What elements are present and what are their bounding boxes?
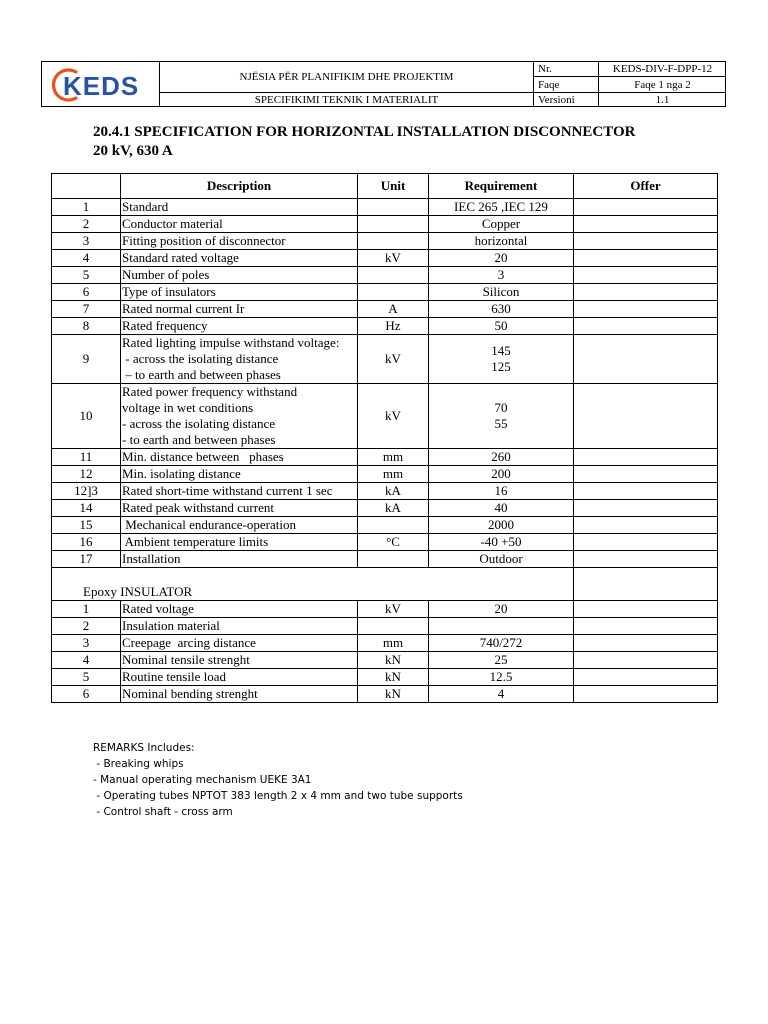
row-offer (574, 618, 718, 635)
row-offer (574, 216, 718, 233)
row-unit: kV (358, 384, 429, 449)
description-line: - to earth and between phases (122, 432, 276, 447)
version-label: Versioni (538, 94, 575, 106)
row-unit: kV (358, 250, 429, 267)
row-description (121, 267, 358, 284)
row-unit: kN (358, 686, 429, 703)
row-description (121, 551, 358, 568)
row-requirement (429, 635, 574, 652)
remarks-block (93, 740, 463, 820)
row-requirement (429, 284, 574, 301)
row-offer (574, 267, 718, 284)
column-header-unit: Unit (358, 174, 429, 199)
column-header-offer: Offer (574, 174, 718, 199)
row-requirement (429, 301, 574, 318)
description-line: Rated power frequency withstand (122, 384, 298, 399)
row-offer (574, 500, 718, 517)
requirement-line: Outdoor (479, 551, 523, 566)
row-offer (574, 384, 718, 449)
table-row (52, 534, 718, 551)
row-unit (358, 199, 429, 216)
row-requirement (429, 318, 574, 335)
row-number: 3 (52, 635, 121, 652)
row-requirement (429, 267, 574, 284)
row-requirement (429, 466, 574, 483)
row-offer (574, 233, 718, 250)
row-unit: kV (358, 335, 429, 384)
table-row (52, 199, 718, 216)
table-row (52, 652, 718, 669)
row-unit: A (358, 301, 429, 318)
table-row (52, 635, 718, 652)
requirement-line: 20 (494, 601, 508, 616)
section-header-row (52, 568, 718, 601)
table-row (52, 466, 718, 483)
remarks-item: - Breaking whips (93, 758, 184, 770)
row-offer (574, 449, 718, 466)
row-unit: kA (358, 483, 429, 500)
row-offer (574, 534, 718, 551)
row-requirement (429, 669, 574, 686)
requirement-line: 740/272 (479, 635, 523, 650)
row-unit (358, 517, 429, 534)
row-unit: Hz (358, 318, 429, 335)
table-row (52, 551, 718, 568)
row-description (121, 335, 358, 384)
row-requirement (429, 652, 574, 669)
row-requirement (429, 216, 574, 233)
requirement-line: horizontal (474, 233, 528, 248)
row-offer (574, 284, 718, 301)
row-unit (358, 267, 429, 284)
row-number: 17 (52, 551, 121, 568)
row-offer (574, 652, 718, 669)
description-line: Nominal tensile strenght (122, 652, 250, 667)
requirement-line: 25 (494, 652, 508, 667)
row-requirement (429, 618, 574, 635)
table-row (52, 384, 718, 449)
description-line: – to earth and between phases (122, 367, 281, 382)
row-description (121, 384, 358, 449)
row-description (121, 284, 358, 301)
row-unit (358, 618, 429, 635)
table-row (52, 686, 718, 703)
row-description (121, 199, 358, 216)
row-number: 15 (52, 517, 121, 534)
page-title (93, 123, 635, 161)
row-number: 4 (52, 652, 121, 669)
row-offer (574, 483, 718, 500)
section-offer-cell (574, 568, 718, 601)
table-row (52, 669, 718, 686)
row-description (121, 301, 358, 318)
row-offer (574, 517, 718, 534)
row-unit: kV (358, 601, 429, 618)
row-requirement (429, 250, 574, 267)
row-number: 14 (52, 500, 121, 517)
page-label: Faqe (538, 78, 560, 91)
row-unit: kN (358, 652, 429, 669)
requirement-line: 125 (491, 359, 511, 374)
row-description (121, 652, 358, 669)
requirement-line: 145 (491, 343, 511, 358)
table-row (52, 301, 718, 318)
document-header (41, 61, 726, 107)
row-unit: mm (358, 449, 429, 466)
row-offer (574, 601, 718, 618)
row-unit (358, 233, 429, 250)
row-number: 3 (52, 233, 121, 250)
description-line: Rated lighting impulse withstand voltage: (122, 335, 340, 350)
row-description (121, 618, 358, 635)
row-offer (574, 686, 718, 703)
description-line: Fitting position of disconnector (122, 233, 286, 248)
row-description (121, 601, 358, 618)
row-number: 10 (52, 384, 121, 449)
doc-type: SPECIFIKIMI TEKNIK I MATERIALIT (254, 94, 439, 106)
requirement-line: 2000 (488, 517, 514, 532)
remarks-item: - Manual operating mechanism UEKE 3A1 (93, 774, 312, 786)
row-number: 5 (52, 669, 121, 686)
row-requirement (429, 233, 574, 250)
section-label: Epoxy INSULATOR (52, 568, 574, 601)
table-row (52, 250, 718, 267)
row-unit: kN (358, 669, 429, 686)
row-unit: kA (358, 500, 429, 517)
requirement-line: 16 (494, 483, 508, 498)
row-number: 2 (52, 216, 121, 233)
row-requirement (429, 686, 574, 703)
row-offer (574, 466, 718, 483)
table-row (52, 500, 718, 517)
row-number: 4 (52, 250, 121, 267)
row-requirement (429, 534, 574, 551)
row-description (121, 483, 358, 500)
remarks-item: - Operating tubes NPTOT 383 length 2 x 4 mm and two tube supports (93, 790, 463, 802)
description-line: - across the isolating distance (122, 416, 276, 431)
description-line: voltage in wet conditions (122, 400, 254, 415)
row-description (121, 686, 358, 703)
requirement-line: Copper (481, 216, 521, 231)
description-line: Min. isolating distance (122, 466, 241, 481)
table-row (52, 284, 718, 301)
row-offer (574, 635, 718, 652)
org-unit: NJËSIA PËR PLANIFIKIM DHE PROJEKTIM (239, 71, 454, 83)
requirement-line: 4 (497, 686, 505, 701)
description-line: Ambient temperature limits (122, 534, 269, 549)
table-row (52, 601, 718, 618)
remarks-item: - Control shaft - cross arm (93, 806, 233, 818)
row-description (121, 517, 358, 534)
description-line: Standard (122, 199, 169, 214)
row-description (121, 466, 358, 483)
row-description (121, 500, 358, 517)
row-offer (574, 199, 718, 216)
description-line: - across the isolating distance (122, 351, 279, 366)
description-line: Nominal bending strenght (122, 686, 258, 701)
requirement-line: IEC 265 ,IEC 129 (454, 199, 548, 214)
requirement-line: 12.5 (489, 669, 513, 684)
description-line: Installation (122, 551, 181, 566)
row-description (121, 534, 358, 551)
table-row (52, 618, 718, 635)
description-line: Type of insulators (122, 284, 216, 299)
requirement-line: 260 (491, 449, 511, 464)
table-row (52, 449, 718, 466)
row-description (121, 233, 358, 250)
row-number: 6 (52, 284, 121, 301)
description-line: Rated peak withstand current (122, 500, 274, 515)
row-number: 12]3 (52, 483, 121, 500)
row-offer (574, 551, 718, 568)
keds-logo (46, 65, 154, 103)
title-line-1: 20.4.1 SPECIFICATION FOR HORIZONTAL INSTALLATION DISCONNECTOR (93, 124, 636, 140)
version-value: 1.1 (655, 94, 670, 106)
row-description (121, 449, 358, 466)
table-row (52, 233, 718, 250)
description-line: Insulation material (122, 618, 220, 633)
row-number: 11 (52, 449, 121, 466)
description-line: Rated voltage (122, 601, 194, 616)
column-header-description: Description (121, 174, 358, 199)
row-description (121, 318, 358, 335)
row-requirement (429, 601, 574, 618)
description-line: Creepage arcing distance (122, 635, 256, 650)
row-requirement (429, 500, 574, 517)
table-row (52, 318, 718, 335)
row-unit: mm (358, 635, 429, 652)
row-number: 2 (52, 618, 121, 635)
nr-value: KEDS-DIV-F-DPP-12 (612, 63, 713, 75)
row-number: 6 (52, 686, 121, 703)
title-line-2: 20 kV, 630 A (93, 143, 173, 159)
description-line: Routine tensile load (122, 669, 226, 684)
row-requirement (429, 449, 574, 466)
row-number: 8 (52, 318, 121, 335)
nr-label: Nr. (538, 63, 552, 75)
requirement-line: 50 (494, 318, 508, 333)
logo-text: KEDS (63, 71, 140, 101)
row-number: 7 (52, 301, 121, 318)
row-offer (574, 335, 718, 384)
requirement-line: 70 (494, 400, 508, 415)
row-description (121, 250, 358, 267)
row-requirement (429, 199, 574, 216)
table-row (52, 483, 718, 500)
table-row (52, 335, 718, 384)
description-line: Number of poles (122, 267, 210, 282)
insulator-rows (52, 601, 718, 703)
column-header-no (52, 174, 121, 199)
row-requirement (429, 384, 574, 449)
table-body (52, 199, 718, 568)
row-unit (358, 284, 429, 301)
insulator-section (52, 568, 718, 601)
row-number: 16 (52, 534, 121, 551)
table-row (52, 517, 718, 534)
table-row (52, 267, 718, 284)
table-row (52, 216, 718, 233)
row-offer (574, 669, 718, 686)
description-line: Standard rated voltage (122, 250, 239, 265)
row-number: 12 (52, 466, 121, 483)
description-line: Mechanical endurance-operation (122, 517, 296, 532)
row-number: 1 (52, 601, 121, 618)
row-description (121, 216, 358, 233)
requirement-line: Silicon (482, 284, 520, 299)
requirement-line: 20 (494, 250, 508, 265)
requirement-line: -40 +50 (480, 534, 522, 549)
row-requirement (429, 335, 574, 384)
requirement-line: 55 (494, 416, 508, 431)
remarks-heading: REMARKS Includes: (93, 742, 195, 754)
description-line: Conductor material (122, 216, 223, 231)
row-requirement (429, 483, 574, 500)
row-offer (574, 301, 718, 318)
requirement-line: 630 (491, 301, 511, 316)
row-unit (358, 216, 429, 233)
row-description (121, 635, 358, 652)
column-header-requirement: Requirement (429, 174, 574, 199)
requirement-line: 40 (494, 500, 508, 515)
row-number: 5 (52, 267, 121, 284)
description-line: Rated normal current Ir (122, 301, 245, 316)
row-unit: °C (358, 534, 429, 551)
row-offer (574, 318, 718, 335)
row-description (121, 669, 358, 686)
description-line: Rated frequency (122, 318, 208, 333)
row-number: 9 (52, 335, 121, 384)
description-line: Rated short-time withstand current 1 sec (122, 483, 333, 498)
row-requirement (429, 517, 574, 534)
description-line: Min. distance between phases (122, 449, 284, 464)
row-number: 1 (52, 199, 121, 216)
requirement-line: 3 (497, 267, 505, 282)
row-unit: mm (358, 466, 429, 483)
row-offer (574, 250, 718, 267)
table-header-row (52, 174, 718, 199)
row-requirement (429, 551, 574, 568)
requirement-line: 200 (491, 466, 511, 481)
row-unit (358, 551, 429, 568)
page-value: Faqe 1 nga 2 (634, 78, 691, 91)
specification-table (51, 173, 718, 703)
